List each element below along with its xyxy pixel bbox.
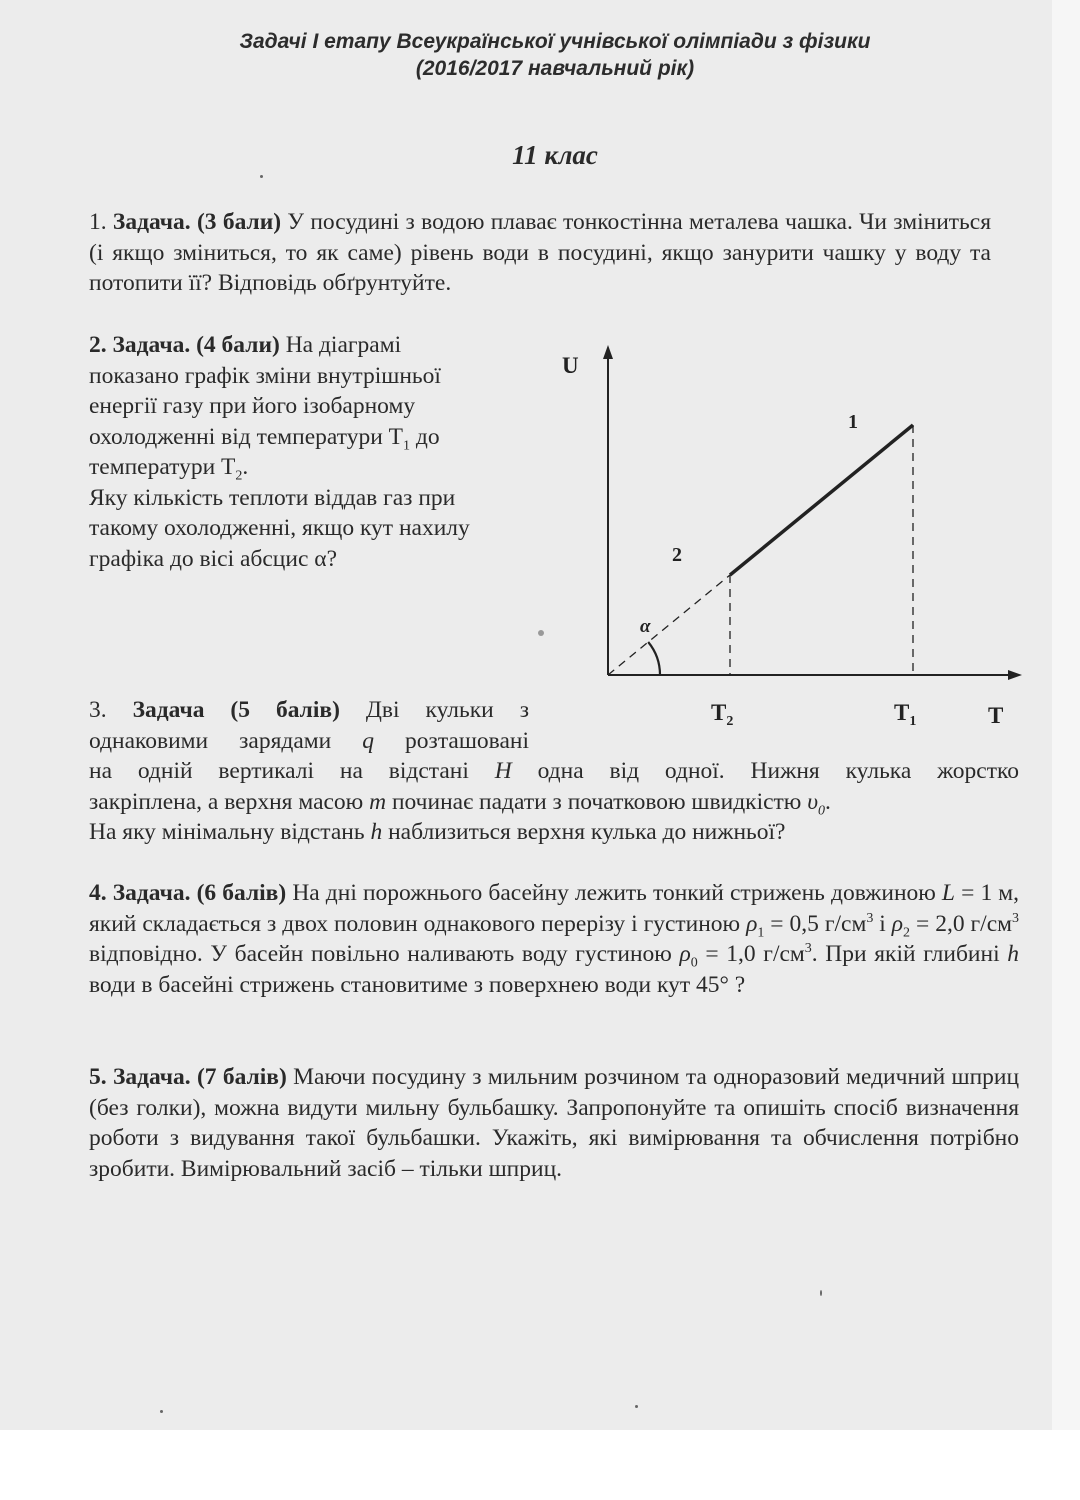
scan-speck [260,175,263,178]
header-year: (2016/2017 навчальний рік) [415,57,695,80]
scan-speck [160,1410,163,1413]
tick-label-t1: $T_1$ [894,700,917,729]
angle-alpha-label: α [640,616,651,637]
task-2-line-7: такому охолодженні, якщо кут нахилу [89,515,470,541]
energy-temperature-chart [550,335,1050,735]
task-3-line-2: однаковими зарядами q розташовані [89,727,529,754]
task-4-points: (6 балів) [196,880,287,906]
task-2-line-5: температури $T_2$. [89,454,249,484]
task-2-line-2: показано графік зміни внутрішньої [89,362,441,389]
task-1-points: (3 бали) [196,209,282,235]
task-4-label: Задача. [112,880,191,906]
task-1 [89,207,991,299]
task-4-number: 4. [89,880,107,906]
task-2-line-4: охолодженні від температури $T_1$ до [89,423,440,454]
point-label-1: 1 [848,411,858,433]
task-5-text: Маючи посудину з мильним розчином та одноразовий медичний шприц (без голки), можна видути мильну бульбашку. Запропонуйте та опишіть спосіб визначення роботи з видування такої бульбашки. Укажіть, які вимірювання та обчислення потрібно зробити. Вимірювальний засіб – тільки шприц. [89,1064,1020,1182]
tick-label-t2: $T_2$ [711,700,734,729]
task-2-points: (4 бали) [196,332,280,358]
task-3-line-5: На яку мінімальну відстань h наблизиться верхня кулька до нижньої? [89,819,786,845]
task-5 [89,1062,1019,1184]
scan-edge [1052,0,1080,1430]
header-title: Задачі І етапу Всеукраїнської учнівської олімпіади з фізики [239,30,871,53]
task-3-line-3: на одній вертикалі на відстані H одна від одної. Нижня кулька жорстко [89,758,1019,784]
task-5-points: (7 балів) [196,1064,287,1090]
task-1-number: 1. [89,209,107,235]
process-line-1-2 [730,425,913,575]
extrapolation-dashed-line [608,575,730,675]
scan-speck [538,630,544,636]
scan-speck [820,1290,822,1296]
scan-margin [0,1430,1080,1500]
grade-title: 11 клас [512,140,598,170]
task-2-label: Задача. [112,332,191,358]
task-5-label: Задача. [112,1064,191,1090]
task-3-line-4: закріплена, а верхня масою m починає падати з початковою швидкістю $\upsilon_0$. [89,788,831,819]
document-header [0,28,1080,82]
task-5-number: 5. [89,1064,107,1090]
task-2-line-6: Яку кількість теплоти віддав газ при [89,484,456,511]
scan-speck [635,1405,638,1408]
task-2-line-3: енергії газу при його ізобарному [89,393,416,419]
y-axis-arrow [603,345,613,359]
task-2-number: 2. [89,332,107,358]
task-2-line-8: графіка до вісі абсцис α? [89,545,338,572]
task-4: 4. Задача. (6 балів) На дні порожнього басейну лежить тонкий стрижень довжиною L = 1 м, який складається з двох половин однакового перерізу і густиною $\rho_1 = 0,5$ $г/см^3$ і $\rho_2 = 2,0$ $г/см^3$ відповідно. У басейн повільно наливають воду густиною $\rho_0 = 1,0$ $г/см^3$. При якій глибині h води в басейні стрижень становитиме з поверхнею води кут 45° ? [89,880,1020,998]
task-3-head [89,695,529,756]
angle-alpha-arc [648,642,660,675]
y-axis-label: U [562,353,579,378]
task-2 [89,330,539,574]
task-1-text: У посудині з водою плаває тонкостінна металева чашка. Чи зміниться (і якщо зміниться, то як саме) рівень води в посудині, якщо занурити чашку у воду та потопити її? Відповідь обґрунтуйте. [89,209,992,296]
task-3-label: Задача [132,697,205,723]
task-3-body [89,756,1019,848]
x-axis-arrow [1008,670,1022,680]
point-label-2: 2 [672,544,682,566]
task-3-line-1: 3. Задача (5 балів) Дві кульки з [89,697,529,723]
task-1-label: Задача. [112,209,191,235]
x-axis-label: T [988,703,1004,728]
task-2-line-1: 2. Задача. (4 бали) На діаграмі [89,332,402,358]
task-3-points: (5 балів) [230,697,340,723]
